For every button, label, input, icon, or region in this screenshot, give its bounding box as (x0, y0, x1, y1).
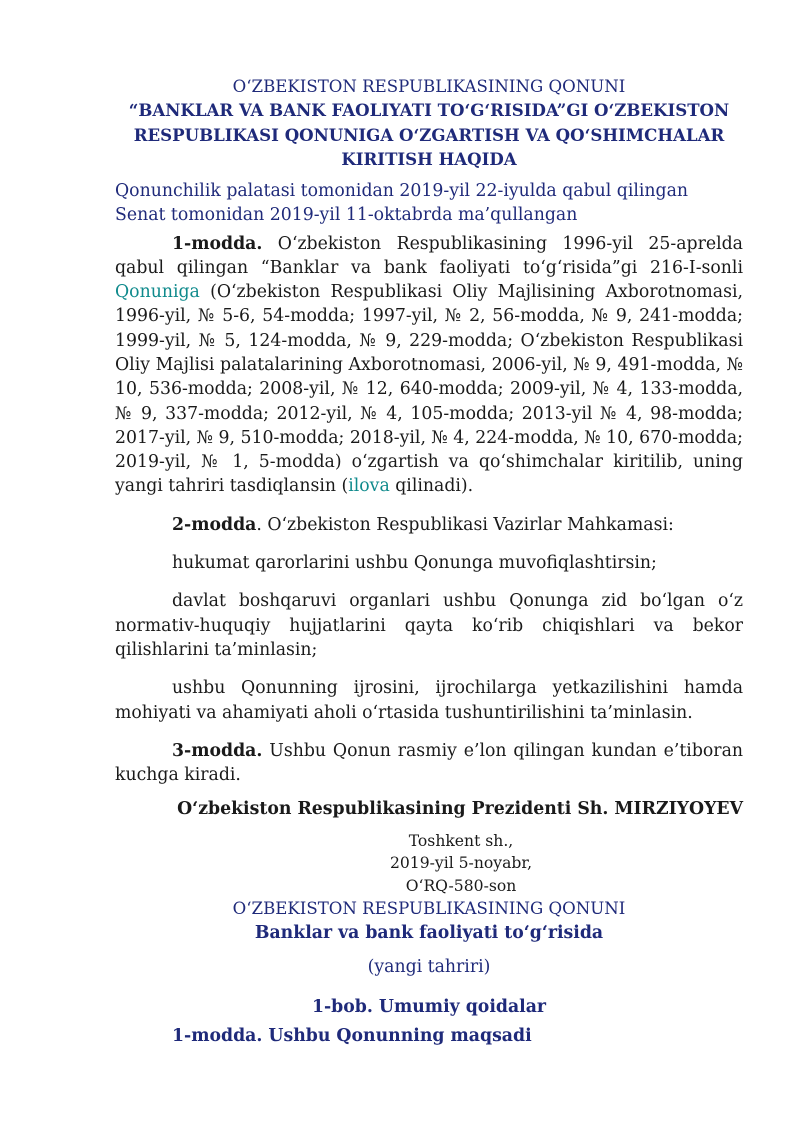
article-1-label: 1-modda. (172, 233, 263, 254)
law-type-heading: O‘ZBEKISTON RESPUBLIKASINING QONUNI (232, 77, 626, 96)
annex-law-title: Banklar va bank faoliyati to‘g‘risida (254, 923, 604, 944)
article-1-text-c: qilinadi). (389, 476, 474, 497)
article-2-item: hukumat qarorlarini ushbu Qonunga muvofiqlashtirsin; (172, 553, 657, 574)
place-date-block (115, 830, 743, 898)
law-title-line: KIRITISH HAQIDA (341, 149, 517, 169)
annex-link[interactable]: ilova (348, 476, 390, 497)
article-2 (115, 513, 743, 537)
article-2-label: 2-modda (172, 514, 257, 535)
article-heading: 1-modda. Ushbu Qonunning maqsadi (172, 1026, 532, 1047)
law-link[interactable]: Qonuniga (115, 282, 200, 303)
annex-law-type-heading: O‘ZBEKISTON RESPUBLIKASINING QONUNI (232, 899, 626, 919)
article-1-text-b: (O‘zbekiston Respublikasi Oliy Majlisining Axborotnomasi, 1996-yil, № 5-6, 54-modda; 1997-yil, № 2, 56-modda, № 9, 241-modda; 1999-yil, № 5, 124-modda, № 9, 229-modda; O‘zbekiston Respublikasi Oliy Majlisi palatalarining Axborotnomasi, 2006-yil, № 9, 491-modda, № 10, 536-modda; 2008-yil, № 12, 640-modda; 2009-yil, № 4, 133-modda, № 9, 337-modda; 2012-yil, № 4, 105-modda; 2013-yil № 4, 98-modda; 2017-yil, № 9, 510-modda; 2018-yil, № 4, 224-modda, № 10, 670-modda; 2019-yil, № 1, 5-modda) o‘zgartish va qo‘shimchalar kiritilib, uning yangi tahriri tasdiqlansin ( (115, 282, 743, 497)
signing-date: 2019-yil 5-noyabr, (389, 854, 533, 873)
law-title-line: RESPUBLIKASI QONUNIGA O‘ZGARTISH VA QO‘SHIMCHALAR (133, 124, 725, 145)
article-3 (115, 739, 743, 788)
document-page (115, 76, 743, 1048)
article-2-text: . O‘zbekiston Respublikasi Vazirlar Mahkamasi: (256, 514, 674, 535)
article-1-text-a: O‘zbekiston Respublikasining 1996-yil 25-aprelda qabul qilingan “Banklar va bank faoliyati to‘g‘risida”gi 216-I-sonli (115, 233, 743, 278)
article-1 (115, 232, 743, 499)
article-3-label: 3-modda. (172, 740, 263, 761)
article-2-item: davlat boshqaruvi organlari ushbu Qonunga zid bo‘lgan o‘z normativ-huquqiy hujjatlarini qayta ko‘rib chiqishlari va bekor qilishlarini ta’minlasin; (115, 591, 743, 660)
article-3-text: Ushbu Qonun rasmiy e’lon qilingan kundan e’tiboran kuchga kiradi. (115, 740, 743, 786)
president-signature: O‘zbekiston Respublikasining Prezidenti Sh. MIRZIYOYEV (177, 799, 743, 820)
adoption-line-chamber: Qonunchilik palatasi tomonidan 2019-yil 22-iyulda qabul qilingan (115, 180, 689, 201)
article-2-item: ushbu Qonunning ijrosini, ijrochilarga yetkazilishini hamda mohiyati va ahamiyati aholi o‘rtasida tushuntirilishini ta’minlasin. (115, 678, 743, 723)
adoption-line-senate: Senat tomonidan 2019-yil 11-oktabrda ma’qullangan (115, 205, 578, 225)
annex-edition-note: (yangi tahriri) (367, 957, 491, 978)
chapter-heading: 1-bob. Umumiy qoidalar (311, 997, 547, 1018)
place-city: Toshkent sh., (408, 831, 514, 850)
law-number: O‘RQ-580-son (405, 876, 517, 895)
law-title-line: “BANKLAR VA BANK FAOLIYATI TO‘G‘RISIDA”GI O‘ZBEKISTON (128, 100, 730, 120)
law-title (115, 98, 743, 172)
adoption-info (115, 179, 743, 228)
